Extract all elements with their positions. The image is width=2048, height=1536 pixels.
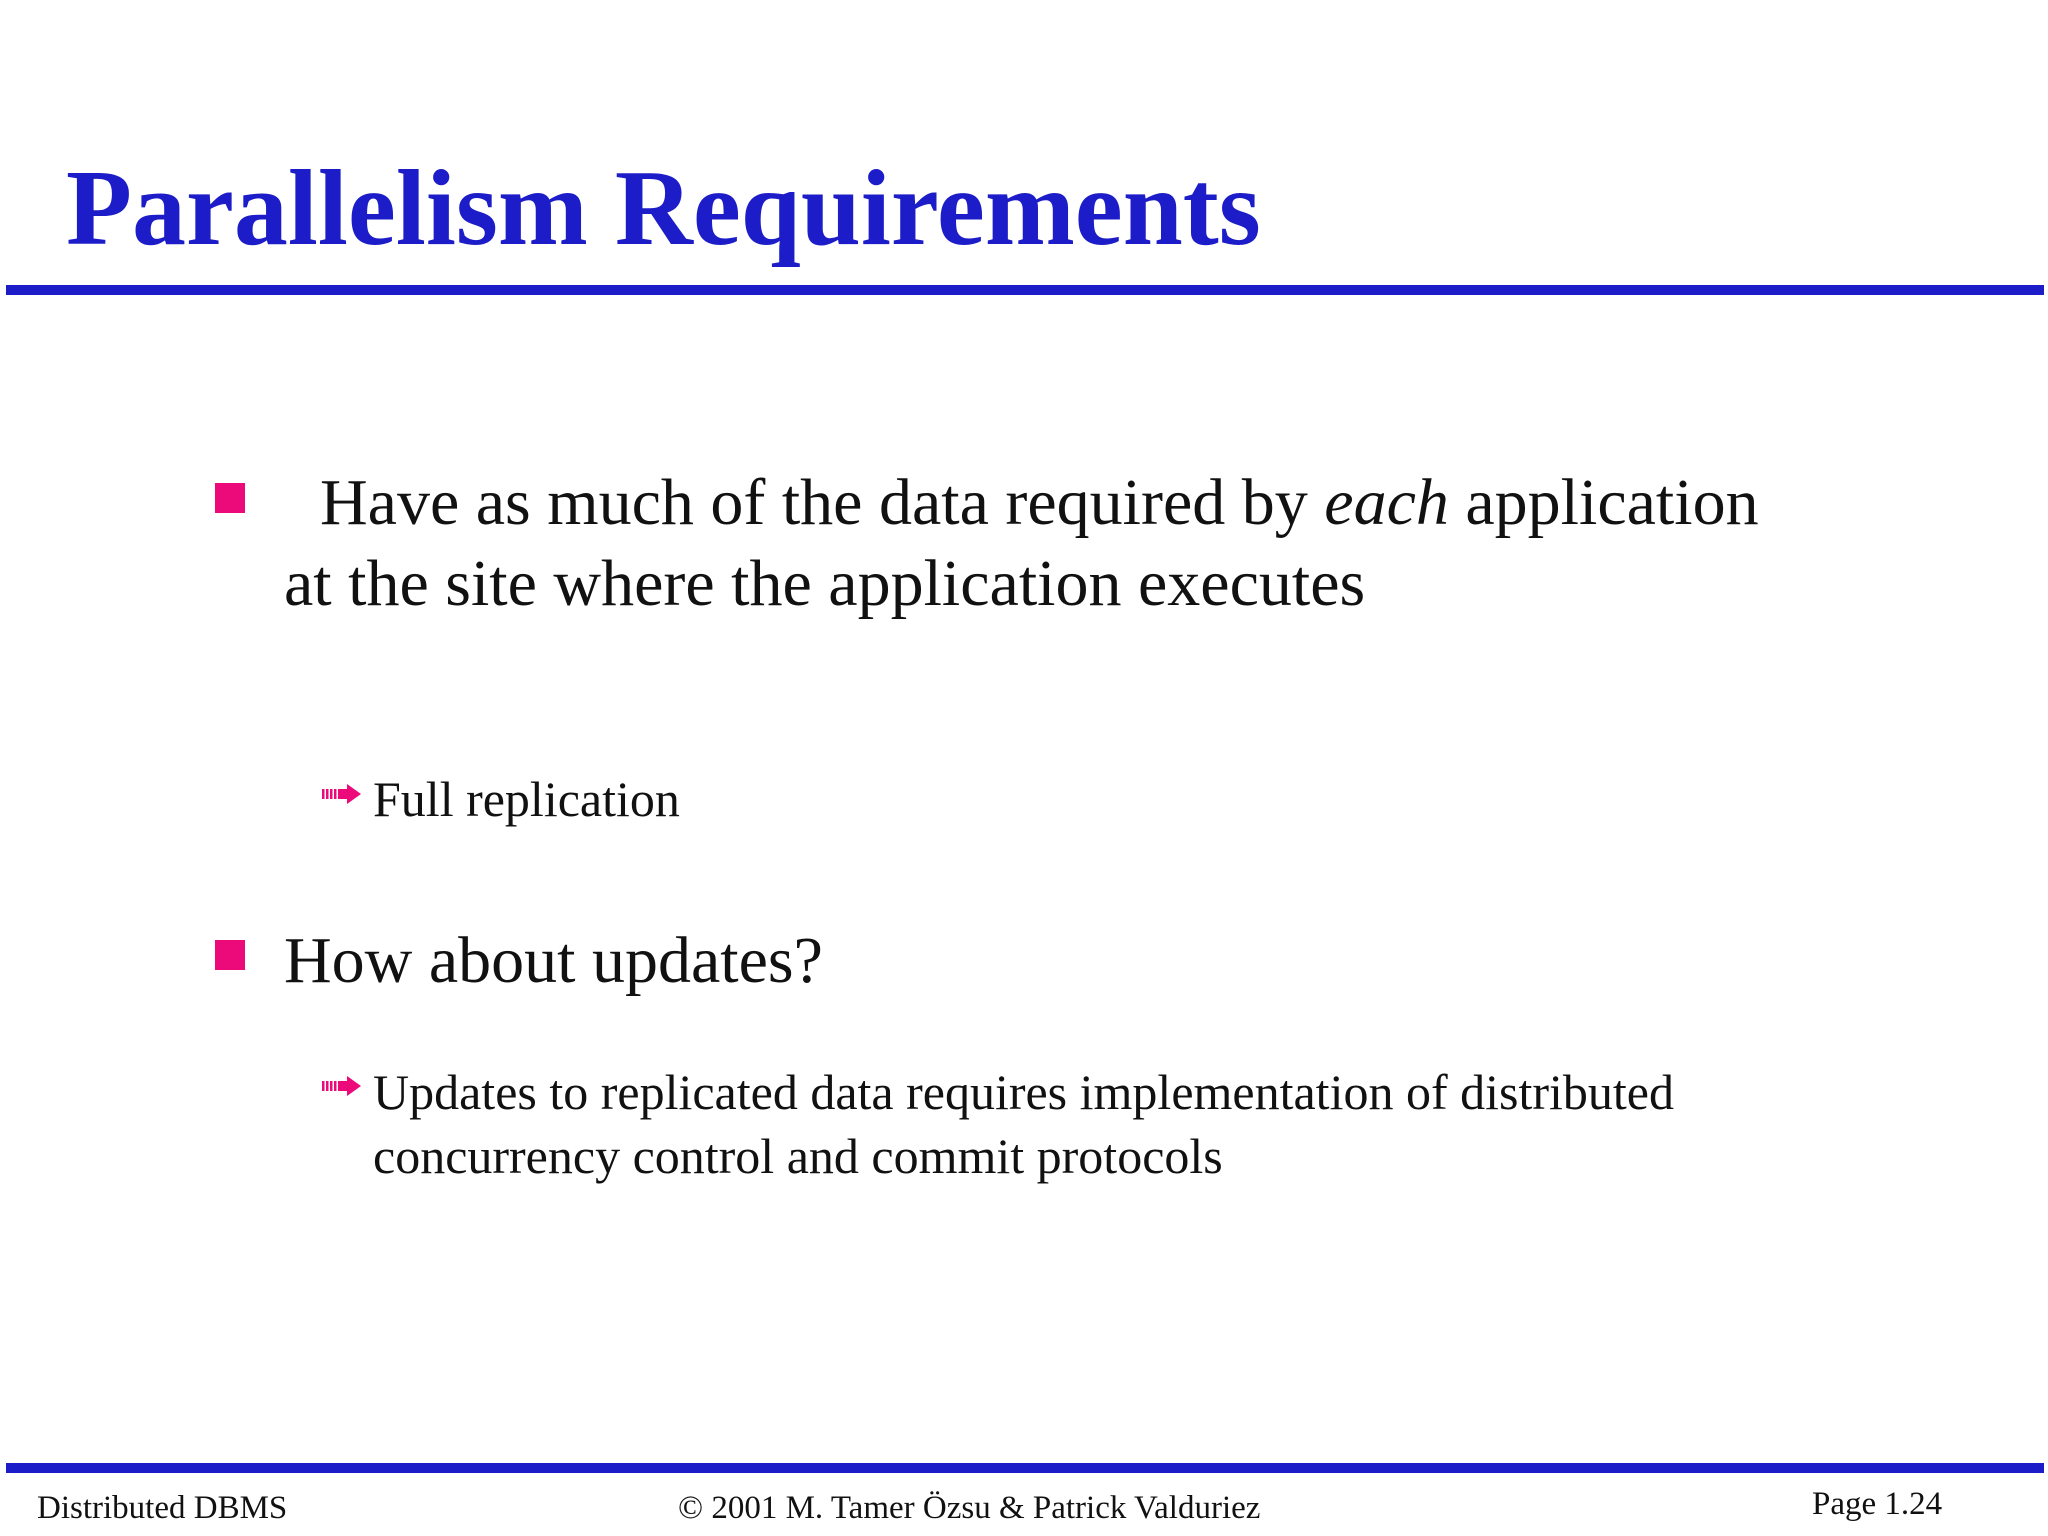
bullet-text-1-before: Have as much of the data required by [320, 466, 1325, 539]
bullet-text-1-after: application at the site where the application executes [284, 466, 1759, 620]
footer-copyright: © 2001 M. Tamer Özsu & Patrick Valduriez [678, 1490, 1261, 1526]
sub-bullet-text-2: Updates to replicated data requires implementation of distributed concurrency control and commit protocols [373, 1064, 1674, 1184]
arrow-bullet-icon [322, 783, 362, 805]
bullet-text-1-emphasis: each [1324, 466, 1449, 539]
footer-page-number: Page 1.24 [1812, 1486, 1943, 1522]
footer-divider [6, 1463, 2044, 1473]
title-divider [6, 285, 2044, 295]
sub-bullet-text-1: Full replication [373, 771, 680, 827]
bullet-text-2: How about updates? [284, 924, 823, 997]
square-bullet-icon [215, 483, 245, 513]
slide-title: Parallelism Requirements [66, 149, 1261, 268]
arrow-bullet-icon [322, 1075, 362, 1097]
bullet-text-1 [284, 462, 1804, 624]
footer-course: Distributed DBMS [37, 1490, 288, 1526]
square-bullet-icon [215, 940, 245, 970]
